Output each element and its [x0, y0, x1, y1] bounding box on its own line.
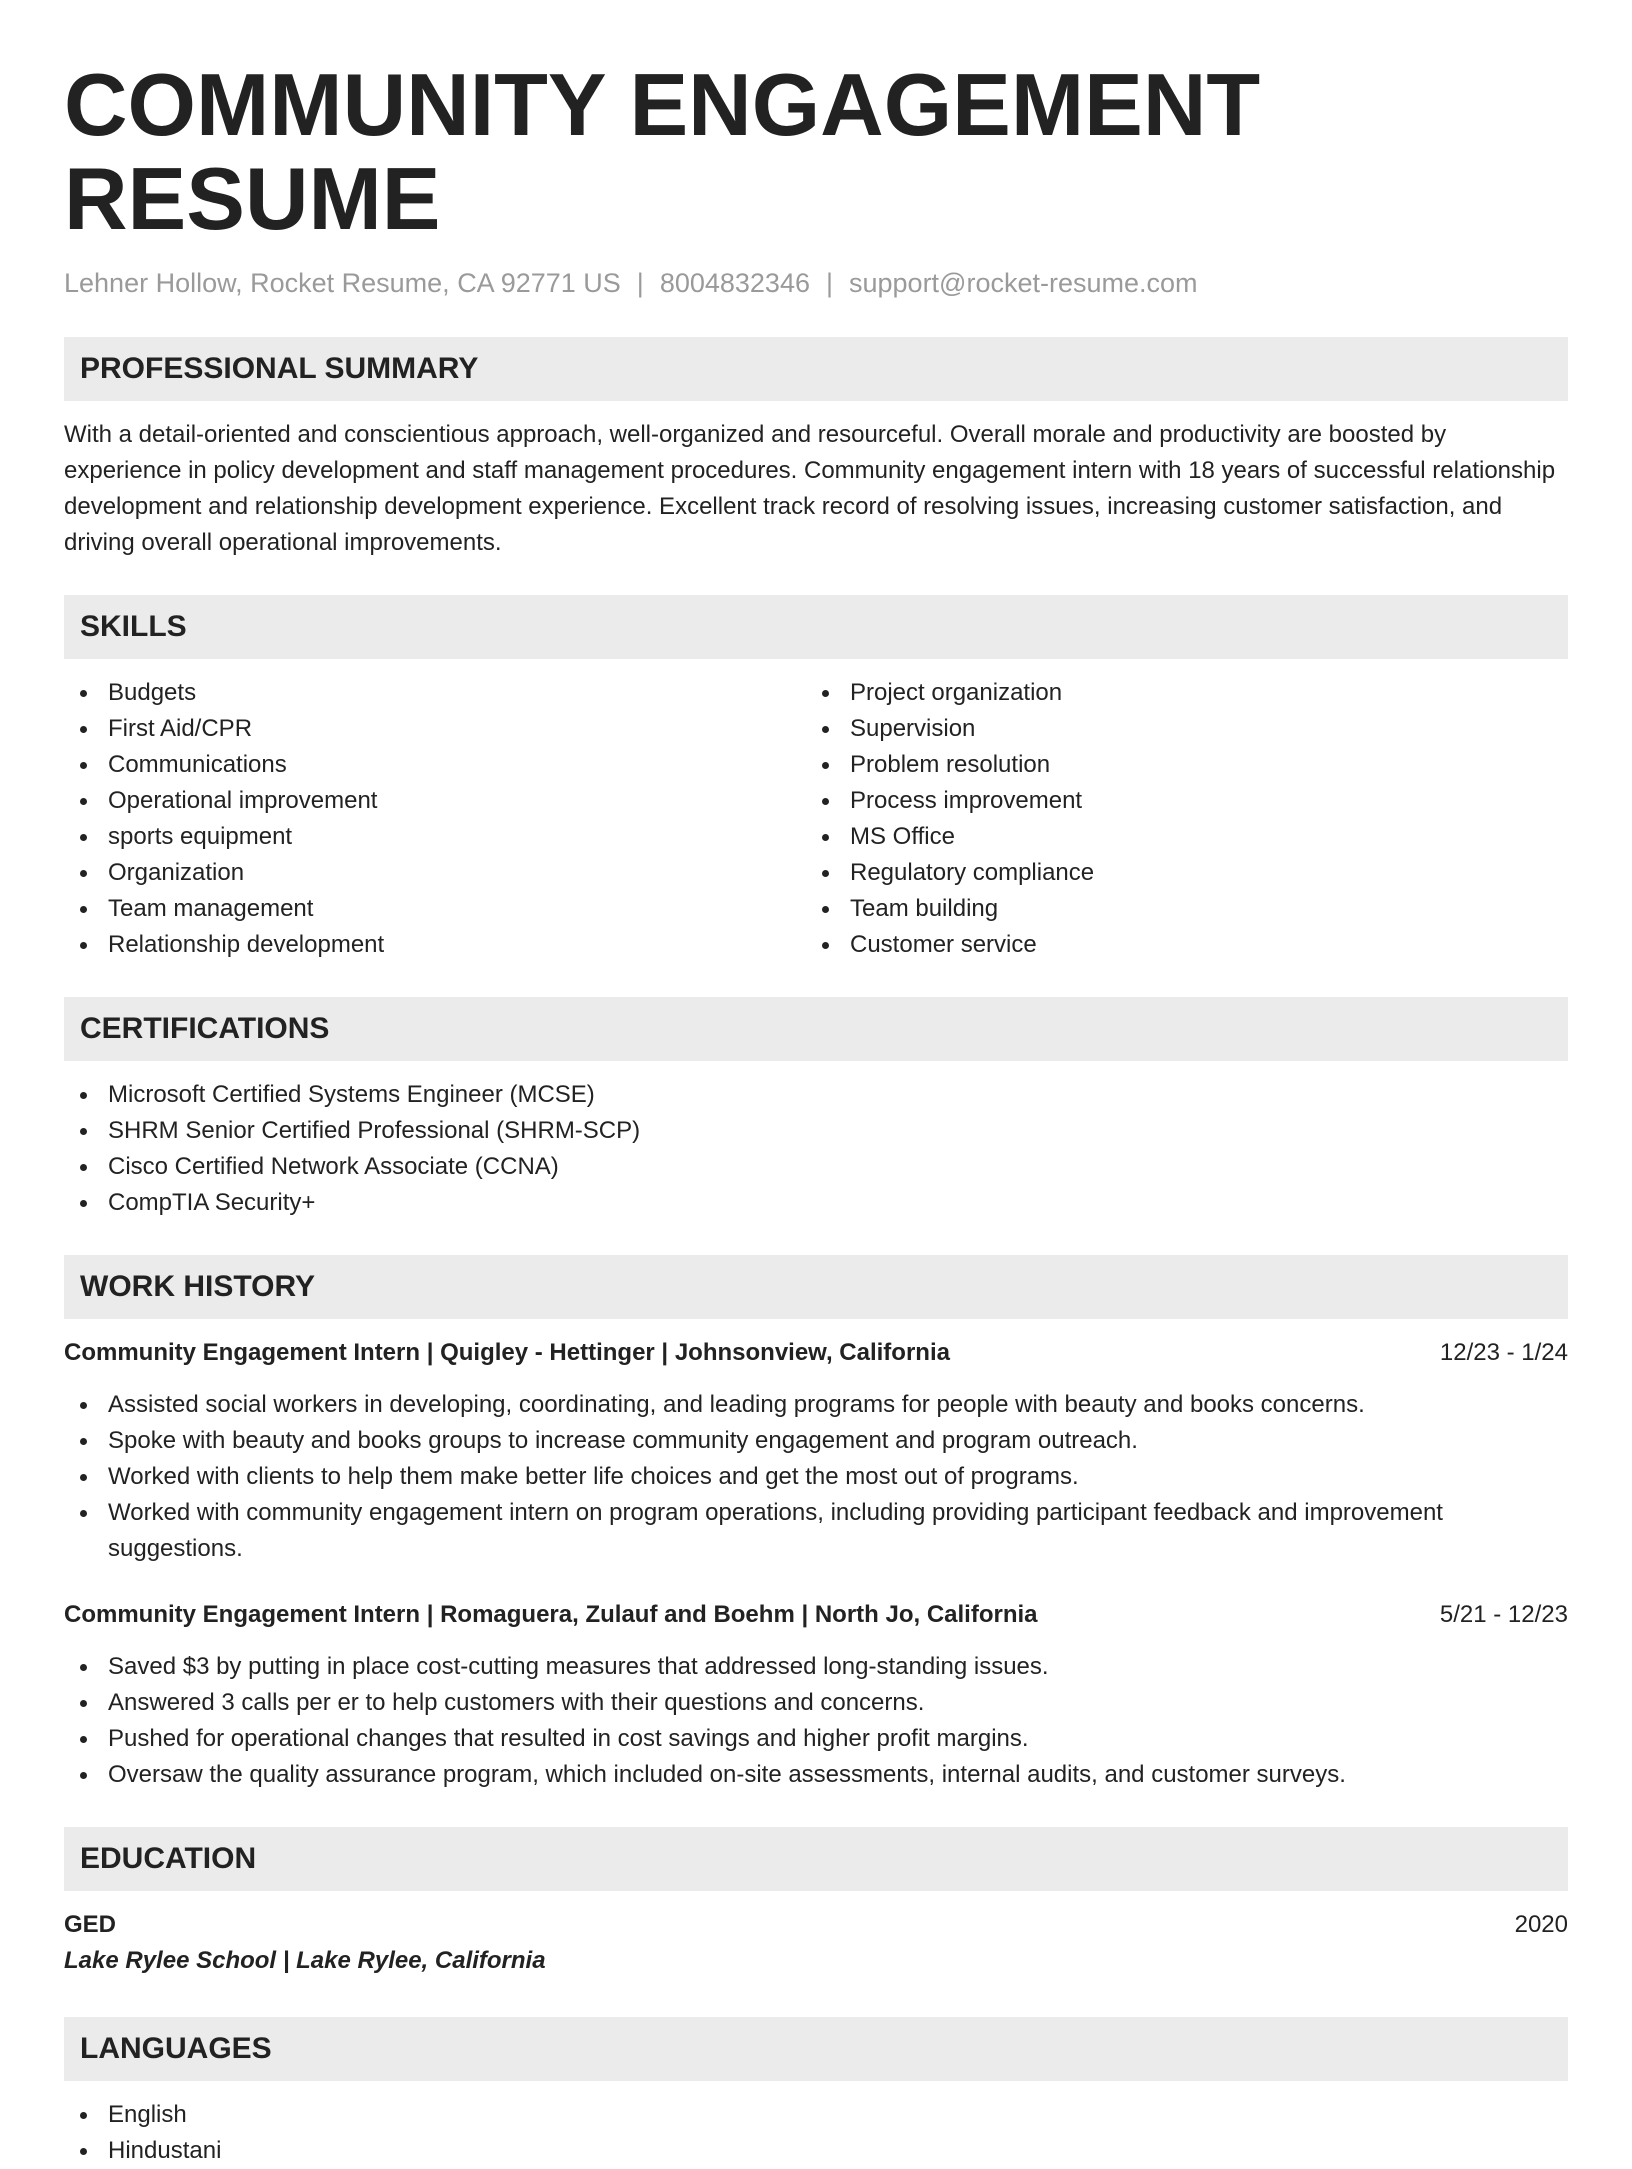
skill-item: Organization: [64, 855, 806, 891]
education-year: 2020: [1514, 1911, 1568, 1938]
languages-list: [64, 2097, 1568, 2169]
language-item: Hindustani: [64, 2133, 1568, 2169]
work-history-heading: WORK HISTORY: [64, 1255, 1568, 1319]
certification-item: Microsoft Certified Systems Engineer (MCSE): [64, 1077, 1568, 1113]
certifications-heading: CERTIFICATIONS: [64, 997, 1568, 1061]
job-bullet: Saved $3 by putting in place cost-cutting measures that addressed long-standing issues.: [64, 1649, 1568, 1685]
summary-heading: PROFESSIONAL SUMMARY: [64, 337, 1568, 401]
skill-item: Team management: [64, 891, 806, 927]
language-item: English: [64, 2097, 1568, 2133]
contact-separator: |: [825, 268, 833, 298]
contact-separator: |: [636, 268, 644, 298]
skill-item: Operational improvement: [64, 783, 806, 819]
skill-item: First Aid/CPR: [64, 711, 806, 747]
contact-email: support@rocket-resume.com: [849, 268, 1198, 298]
certifications-list: [64, 1077, 1568, 1221]
skills-section: [64, 595, 1568, 963]
education-section: [64, 1827, 1568, 1979]
education-row: [64, 1907, 1568, 1943]
skills-list-left: [64, 675, 806, 963]
resume-title: COMMUNITY ENGAGEMENT RESUME: [64, 55, 1261, 248]
job-title: Community Engagement Intern | Quigley - Hettinger | Johnsonview, California: [64, 1339, 950, 1366]
languages-section: [64, 2017, 1568, 2169]
job-bullet: Pushed for operational changes that resulted in cost savings and higher profit margins.: [64, 1721, 1568, 1757]
education-degree: GED: [64, 1911, 117, 1938]
job-bullet: Worked with clients to help them make better life choices and get the most out of programs.: [64, 1459, 1568, 1495]
education-heading: EDUCATION: [64, 1827, 1568, 1891]
skill-item: Regulatory compliance: [806, 855, 1548, 891]
skills-heading: SKILLS: [64, 595, 1568, 659]
job-bullets: [64, 1387, 1568, 1567]
summary-section: [64, 337, 1568, 561]
job-entry: [64, 1597, 1568, 1793]
certifications-section: [64, 997, 1568, 1221]
skills-grid: [64, 675, 1568, 963]
summary-text: With a detail-oriented and conscientious approach, well-organized and resourceful. Overall morale and productivity are boosted by experience in policy development and staff management procedures. Community engagement intern with 18 years of successful relationship development and relationship development experience. Excellent track record of resolving issues, increasing customer satisfaction, and driving overall operational improvements.: [64, 421, 1556, 556]
skill-item: Team building: [806, 891, 1548, 927]
contact-line: [64, 266, 1568, 300]
languages-heading: LANGUAGES: [64, 2017, 1568, 2081]
skill-item: Problem resolution: [806, 747, 1548, 783]
job-header: [64, 1335, 1568, 1371]
skills-list-right: [806, 675, 1548, 963]
skill-item: Communications: [64, 747, 806, 783]
skill-item: Customer service: [806, 927, 1548, 963]
certification-item: Cisco Certified Network Associate (CCNA): [64, 1149, 1568, 1185]
job-entry: [64, 1335, 1568, 1567]
work-history-section: [64, 1255, 1568, 1793]
job-dates: 5/21 - 12/23: [1439, 1601, 1568, 1628]
job-bullet: Spoke with beauty and books groups to increase community engagement and program outreach.: [64, 1423, 1568, 1459]
skill-item: Supervision: [806, 711, 1548, 747]
skill-item: MS Office: [806, 819, 1548, 855]
job-bullet: Assisted social workers in developing, coordinating, and leading programs for people with beauty and books concerns.: [64, 1387, 1568, 1423]
contact-address: Lehner Hollow, Rocket Resume, CA 92771 US: [64, 268, 621, 298]
skill-item: Relationship development: [64, 927, 806, 963]
certification-item: CompTIA Security+: [64, 1185, 1568, 1221]
skill-item: sports equipment: [64, 819, 806, 855]
job-bullet: Oversaw the quality assurance program, which included on-site assessments, internal audits, and customer surveys.: [64, 1757, 1568, 1793]
job-bullet: Answered 3 calls per er to help customers with their questions and concerns.: [64, 1685, 1568, 1721]
job-header: [64, 1597, 1568, 1633]
job-bullet: Worked with community engagement intern on program operations, including providing participant feedback and improvement suggestions.: [64, 1495, 1568, 1567]
education-school: Lake Rylee School | Lake Rylee, California: [64, 1947, 546, 1974]
contact-phone: 8004832346: [659, 268, 810, 298]
job-title: Community Engagement Intern | Romaguera, Zulauf and Boehm | North Jo, California: [64, 1601, 1038, 1628]
certification-item: SHRM Senior Certified Professional (SHRM-SCP): [64, 1113, 1568, 1149]
skill-item: Project organization: [806, 675, 1548, 711]
job-dates: 12/23 - 1/24: [1439, 1339, 1568, 1366]
skill-item: Process improvement: [806, 783, 1548, 819]
skill-item: Budgets: [64, 675, 806, 711]
job-bullets: [64, 1649, 1568, 1793]
